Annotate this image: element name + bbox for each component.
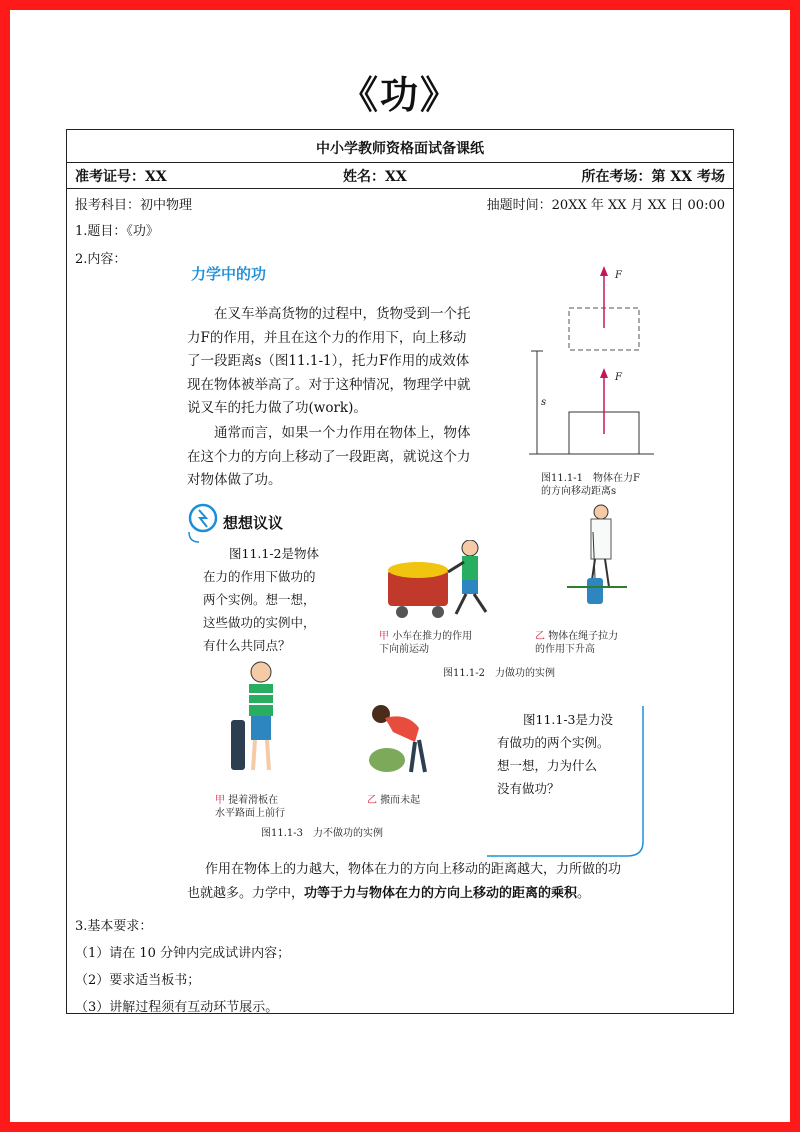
displacement-label: s <box>541 397 547 408</box>
text-line: 力F的作用，并且在这个力的作用下，向上移动 <box>187 329 467 346</box>
content-label: 2.内容： <box>75 252 127 267</box>
section-title: 力学中的功 <box>191 265 267 283</box>
caption-line: 的作用下升高 <box>535 644 595 655</box>
text-line: 图11.1-2是物体 <box>229 546 320 561</box>
frame-curve <box>487 706 643 856</box>
person-leg <box>474 594 486 612</box>
topic: 1.题目：《功》 <box>75 224 159 239</box>
person-leg <box>456 594 466 614</box>
caption-line: 搬而未起 <box>380 795 421 806</box>
force-label: F <box>615 270 622 281</box>
think-question-1 <box>203 542 319 657</box>
text-line: 对物体做了功。 <box>187 472 282 488</box>
person-leg <box>605 559 609 587</box>
caption-line: 图11.1-1 物体在力F <box>541 473 640 484</box>
think-box-bottom-frame <box>487 702 649 862</box>
text-span: 。 <box>577 885 591 901</box>
text-line: 在力的作用下做功的 <box>203 569 316 584</box>
text-line: 这些做功的实例中， <box>203 615 316 630</box>
person-arm <box>448 562 464 572</box>
text-line: 在这个力的方向上移动了一段距离，就说这个力 <box>187 448 471 465</box>
person-head <box>251 662 271 682</box>
bold-definition: 功等于力与物体在力的方向上移动的距离的乘积 <box>304 885 578 901</box>
caption-line: 物体在绳子拉力 <box>548 631 619 642</box>
text-line: 图11.1-3是力没 <box>523 712 614 727</box>
person-leg <box>411 742 415 772</box>
requirement-item: （1）请在 10 分钟内完成试讲内容； <box>75 946 291 961</box>
rock <box>369 748 405 772</box>
think-title: 想想议议 <box>223 514 284 532</box>
caption-marker: 甲 <box>379 631 389 642</box>
caption-line: 小车在推力的作用 <box>392 631 473 642</box>
caption-marker: 乙 <box>535 631 545 642</box>
person-shirt <box>462 556 478 580</box>
text-line: 了一段距离s（图11.1-1），托力F作用的成效体 <box>187 353 470 369</box>
text-line: 说叉车的托力做了功(work)。 <box>187 400 367 416</box>
boy-with-skateboard-illustration <box>227 660 287 790</box>
text-line: 没有做功？ <box>497 781 560 796</box>
caption-line: 提着滑板在 <box>228 795 279 806</box>
text-line: 通常而言，如果一个力作用在物体上，物体 <box>214 425 471 441</box>
arrowhead <box>600 266 608 276</box>
text-line: 在叉车举高货物的过程中，货物受到一个托 <box>214 306 471 322</box>
text-line: 想一想，力为什么 <box>497 758 598 773</box>
divider <box>67 188 733 189</box>
caption-line: 下向前运动 <box>379 644 429 655</box>
force-label: F <box>615 372 622 383</box>
cart-wheel <box>432 606 444 618</box>
text-line: 有做功的两个实例。 <box>497 735 610 750</box>
person-shirt <box>385 716 419 742</box>
text-line <box>187 882 667 906</box>
person-head <box>594 505 608 519</box>
divider <box>67 162 733 163</box>
water-bottle <box>587 578 603 604</box>
arrowhead <box>600 368 608 378</box>
person-leg <box>419 740 425 772</box>
person-shorts <box>251 716 271 740</box>
text-line: 作用在物体上的力越大，物体在力的方向上移动的距离越大，力所做的功 <box>205 862 622 877</box>
subject: 报考科目：初中物理 <box>75 198 193 213</box>
figure-3a-caption <box>215 794 285 820</box>
page-title: 《功》 <box>339 72 460 117</box>
text-span: 也就越多。力学中， <box>187 885 305 901</box>
cart-wheel <box>396 606 408 618</box>
draw-time: 抽题时间：20XX 年 XX 月 XX 日 00:00 <box>486 198 725 213</box>
person-head <box>462 540 478 556</box>
caption-marker: 乙 <box>367 795 377 806</box>
striped-shirt <box>249 684 273 716</box>
text-line: 两个实例。想一想， <box>203 592 316 607</box>
caption-marker: 甲 <box>215 795 225 806</box>
text-line: 现在物体被举高了。对于这种情况，物理学中就 <box>187 376 471 393</box>
lesson-sheet <box>66 129 734 1014</box>
frame-curve <box>189 532 199 542</box>
sheet-heading: 中小学教师资格面试备课纸 <box>316 141 484 157</box>
figure-3-caption: 图11.1-3 力不做功的实例 <box>261 828 384 839</box>
caption-line: 的方向移动距离s <box>541 486 617 497</box>
cart-push-illustration <box>382 540 522 630</box>
requirement-item: （3）讲解过程须有互动环节展示。 <box>75 1000 279 1015</box>
paragraph-2 <box>187 422 527 493</box>
candidate-name: 姓名：XX <box>343 169 407 185</box>
person-leg <box>267 740 269 770</box>
cart-load <box>388 562 448 578</box>
figure-caption <box>541 472 640 498</box>
requirement-item: （2）要求适当板书； <box>75 973 201 988</box>
person-leg <box>253 740 255 770</box>
figure-2b-caption <box>535 630 618 656</box>
figure-3b-caption <box>367 794 420 807</box>
paragraph-1 <box>187 303 527 421</box>
text-line: 有什么共同点？ <box>203 638 291 653</box>
force-displacement-figure <box>529 258 659 498</box>
person-shorts <box>462 580 478 594</box>
rope-lift-illustration <box>567 502 627 622</box>
caption-line: 水平路面上前行 <box>215 808 285 819</box>
figure-2-caption: 图11.1-2 力做功的实例 <box>443 668 556 679</box>
girl-lifting-rock-illustration <box>357 702 437 782</box>
exam-id: 准考证号：XX <box>75 169 167 185</box>
skateboard <box>231 720 245 770</box>
figure-2a-caption <box>379 630 472 656</box>
conclusion-paragraph <box>187 858 667 905</box>
requirements-label: 3.基本要求： <box>75 919 153 934</box>
exam-venue: 所在考场：第 XX 考场 <box>581 169 725 185</box>
